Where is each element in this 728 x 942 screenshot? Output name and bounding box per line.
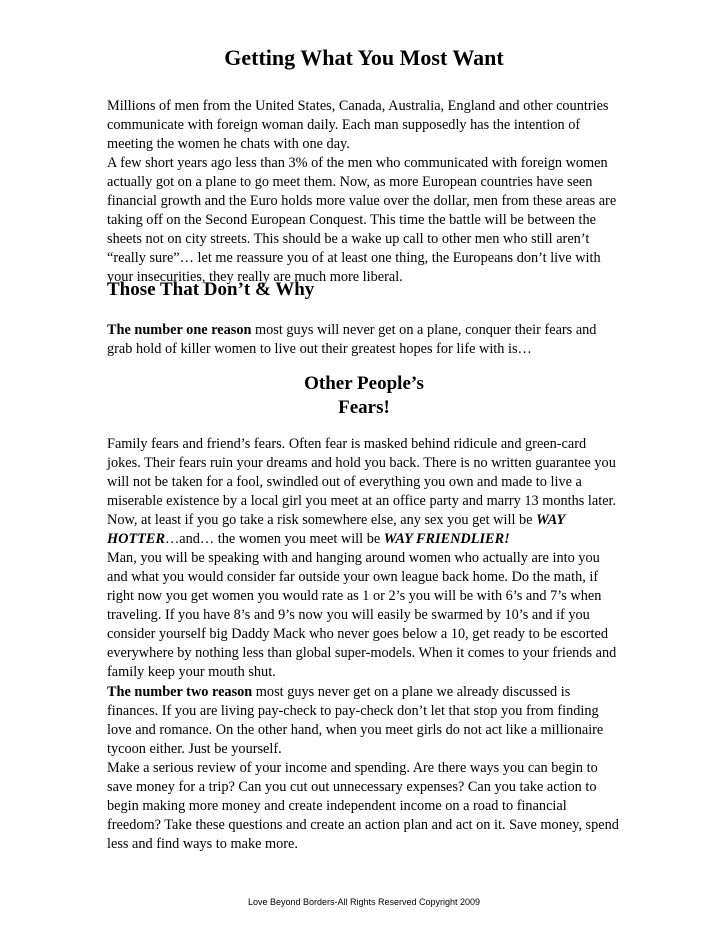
text-line: your insecurities, they really are much more liberal. [107, 269, 403, 285]
center-heading-line2: Fears! [338, 397, 390, 418]
text-line: communicate with foreign woman daily. Each man supposedly has the intention of [107, 117, 581, 133]
text-line: A few short years ago less than 3% of the men who communicated with foreign women [107, 155, 608, 171]
text-line: less and find ways to make more. [107, 836, 298, 852]
section-heading: Those That Don’t & Why [107, 279, 315, 300]
emphasis-friendlier: WAY FRIENDLIER! [383, 531, 510, 547]
text-line: tycoon either. Just be yourself. [107, 741, 282, 757]
text-line: finances. If you are living pay-check to pay-check don’t let that stop you from finding [107, 703, 599, 719]
text-line: consider yourself big Daddy Mack who never goes below a 10, get ready to be escorted [107, 626, 609, 642]
text-line: right now you get women you would rate as 1 or 2’s you will be with 6’s and 7’s when [107, 588, 602, 604]
text-line: Family fears and friend’s fears. Often fear is masked behind ridicule and green-card [107, 436, 587, 452]
text-line: freedom? Take these questions and create an action plan and act on it. Save money, spend [107, 817, 619, 833]
text-line: everywhere by nothing less than global super-models. When it comes to your friends and [107, 645, 617, 661]
fears-paragraph [107, 435, 627, 549]
text-line: Millions of men from the United States, Canada, Australia, England and other countries [107, 98, 609, 114]
reason-one-paragraph [107, 321, 627, 359]
emphasis-way: WAY [536, 512, 566, 528]
intro-paragraph [107, 97, 627, 287]
center-heading-line1: Other People’s [304, 373, 424, 394]
text-line: actually got on a plane to go meet them. Now, as more European countries have seen [107, 174, 593, 190]
review-paragraph [107, 759, 627, 854]
emphasis-hotter: HOTTER [107, 531, 165, 547]
reason-two-text: most guys never get on a plane we already discussed is [252, 684, 571, 700]
text-line: Make a serious review of your income and spending. Are there ways you can begin to [107, 760, 598, 776]
text-line: and what you would consider far outside your own league back home. Do the math, if [107, 569, 599, 585]
man-paragraph [107, 549, 627, 682]
text-line [107, 321, 627, 340]
text-line: save money for a trip? Can you cut out unnecessary expenses? Can you take action to [107, 779, 597, 795]
page-footer: Love Beyond Borders-All Rights Reserved Copyright 2009 [247, 897, 481, 907]
text-line: begin making more money and create independent income on a road to financial [107, 798, 567, 814]
text-line: “really sure”… let me reassure you of at least one thing, the Europeans don’t live with [107, 250, 601, 266]
reason-one-bold: The number one reason [107, 322, 252, 338]
text-line: financial growth and the Euro holds more value over the dollar, men from these areas are [107, 193, 617, 209]
text-line: traveling. If you have 8’s and 9’s now you will easily be swarmed by 10’s and if you [107, 607, 590, 623]
text-line [107, 511, 627, 530]
reason-two-paragraph [107, 683, 627, 759]
text-line: sheets not on city streets. This should be a wake up call to other men who still aren’t [107, 231, 590, 247]
reason-two-bold: The number two reason [107, 684, 253, 700]
text-line: taking off on the Second European Conquest. This time the battle will be between the [107, 212, 597, 228]
text-line: miserable existence by a local girl you meet at an office party and marry 13 months later. [107, 493, 617, 509]
page-title: Getting What You Most Want [224, 45, 504, 70]
text-line: grab hold of killer women to live out their greatest hopes for life with is… [107, 341, 532, 357]
text-line: will not be taken for a fool, swindled out of everything you own and made to live a [107, 474, 582, 490]
fears-line5-text: Now, at least if you go take a risk somewhere else, any sex you get will be [107, 512, 537, 528]
text-line: love and romance. On the other hand, when you meet girls do not act like a millionaire [107, 722, 604, 738]
text-line: family keep your mouth shut. [107, 664, 276, 680]
fears-line6-text: …and… the women you meet will be [164, 531, 384, 547]
text-line [107, 530, 627, 549]
text-line: jokes. Their fears ruin your dreams and hold you back. There is no written guarantee you [107, 455, 616, 471]
reason-one-text: most guys will never get on a plane, conquer their fears and [251, 322, 597, 338]
text-line: Man, you will be speaking with and hanging around women who actually are into you [107, 550, 600, 566]
text-line [107, 683, 627, 702]
text-line: meeting the women he chats with one day. [107, 136, 350, 152]
